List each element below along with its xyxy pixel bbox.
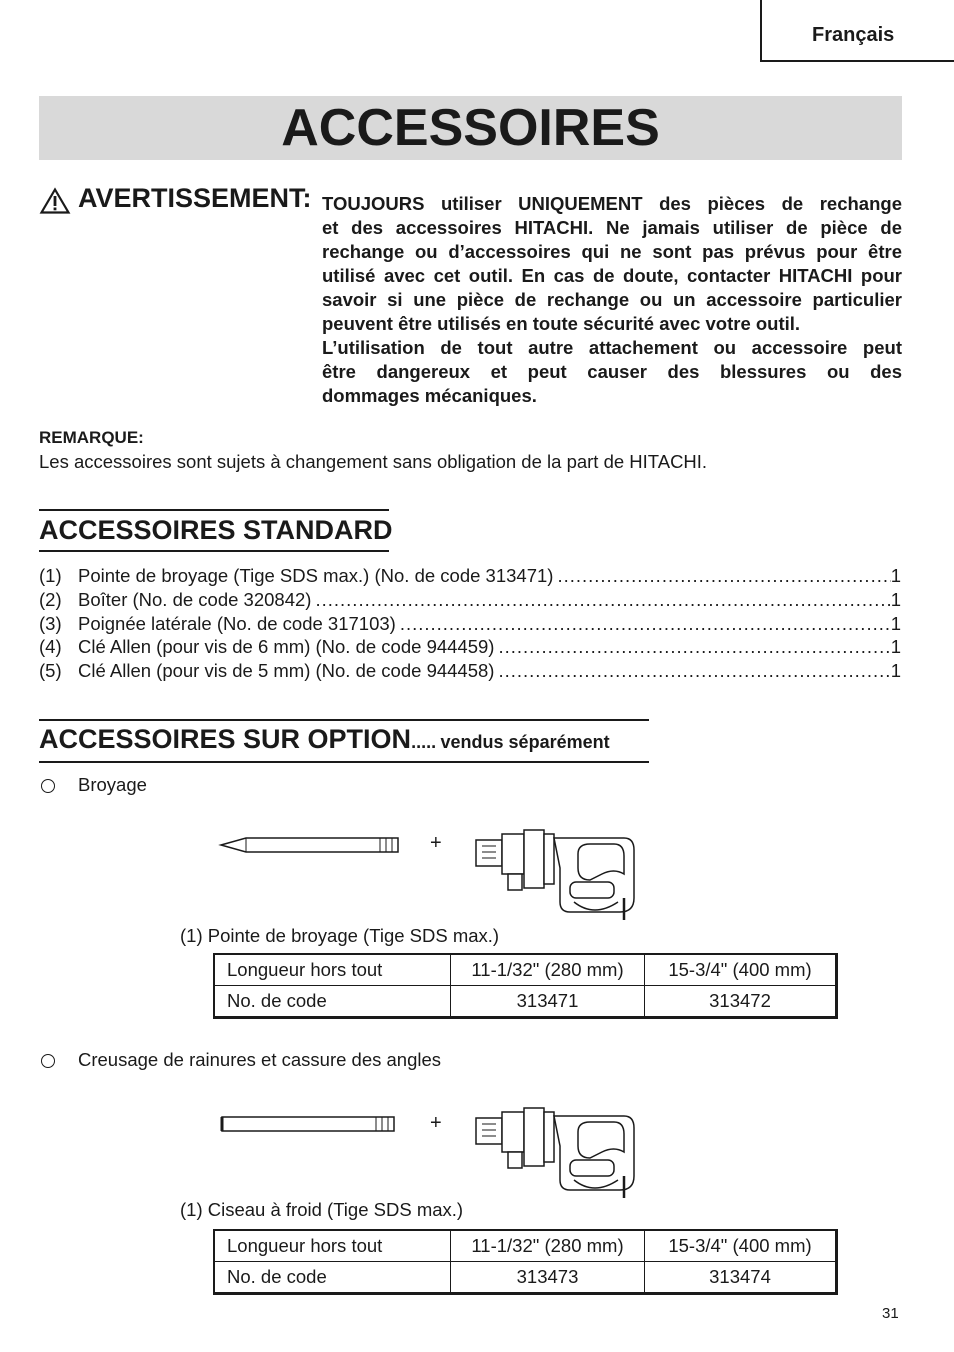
item-text: Clé Allen (pour vis de 6 mm) (No. de code 944459) (78, 636, 495, 657)
spec-table (213, 1229, 838, 1295)
section-rule (39, 509, 389, 511)
list-item (39, 612, 901, 636)
spec-table (213, 953, 838, 1019)
item-number: (1) (39, 565, 62, 586)
item-text: Clé Allen (pour vis de 5 mm) (No. de code 944458) (78, 660, 495, 681)
item-quantity: 1 (890, 565, 901, 586)
list-item (39, 659, 901, 683)
warning-icon (40, 188, 70, 214)
item-quantity: 1 (890, 613, 901, 634)
warning-line: dommages mécaniques. (322, 385, 537, 406)
item-quantity: 1 (890, 589, 901, 610)
demolition-hammer-illustration (474, 828, 638, 924)
optional-section-dots: ..... (411, 732, 437, 752)
section-rule (39, 550, 389, 552)
table-cell: 15-3/4" (400 mm) (645, 1230, 837, 1262)
warning-line: être dangereux et peut causer des blessures ou des (322, 361, 902, 382)
demolition-hammer-illustration (474, 1106, 638, 1202)
warning-line: savoir si une pièce de rechange ou un accessoire particulier (322, 289, 902, 310)
table-row (214, 1230, 837, 1262)
plus-sign: + (430, 832, 442, 854)
language-label: Français (812, 24, 895, 46)
dot-leader (494, 659, 890, 683)
optional-section-subtitle: vendus séparément (440, 732, 610, 752)
table-cell: 313474 (645, 1262, 837, 1294)
dot-leader (396, 612, 891, 636)
table-row (214, 986, 837, 1018)
item-number: (5) (39, 660, 62, 681)
figure-caption: (1) Pointe de broyage (Tige SDS max.) (180, 925, 500, 946)
page-number: 31 (882, 1305, 899, 1322)
standard-section-title: ACCESSOIRES STANDARD (39, 515, 393, 545)
figure-caption: (1) Ciseau à froid (Tige SDS max.) (180, 1199, 464, 1220)
dot-leader (553, 564, 890, 588)
item-quantity: 1 (890, 636, 901, 657)
table-cell: 313473 (451, 1262, 645, 1294)
dot-leader (311, 588, 890, 612)
list-item (39, 635, 901, 659)
bullet-label: Creusage de rainures et cassure des angles (78, 1049, 442, 1070)
warning-label: AVERTISSEMENT: (78, 183, 312, 213)
table-cell: 11-1/32" (280 mm) (451, 954, 645, 986)
warning-line: TOUJOURS utiliser UNIQUEMENT des pièces de rechange (322, 193, 902, 214)
page-title: ACCESSOIRES (281, 99, 660, 157)
bull-point-illustration (220, 835, 402, 855)
table-cell: 313471 (451, 986, 645, 1018)
optional-section-heading (39, 724, 610, 755)
item-quantity: 1 (890, 660, 901, 681)
bullet-circle (41, 1054, 55, 1068)
item-number: (4) (39, 636, 62, 657)
list-item (39, 564, 901, 588)
cold-chisel-illustration (220, 1114, 398, 1134)
bullet-label: Broyage (78, 774, 147, 795)
table-cell: 15-3/4" (400 mm) (645, 954, 837, 986)
page-title-bar (39, 96, 902, 160)
dot-leader (494, 635, 890, 659)
item-number: (2) (39, 589, 62, 610)
item-text: Pointe de broyage (Tige SDS max.) (No. de code 313471) (78, 565, 554, 586)
item-text: Poignée latérale (No. de code 317103) (78, 613, 396, 634)
plus-sign: + (430, 1112, 442, 1134)
section-rule (39, 719, 649, 721)
table-cell: Longueur hors tout (214, 1230, 451, 1262)
item-text: Boîter (No. de code 320842) (78, 589, 312, 610)
warning-line: rechange ou d’accessoires qui ne sont pas prévus pour être (322, 241, 902, 262)
warning-line: peuvent être utilisés en toute sécurité avec votre outil. (322, 313, 801, 334)
section-rule (39, 761, 649, 763)
table-cell: No. de code (214, 986, 451, 1018)
remark-text: Les accessoires sont sujets à changement sans obligation de la part de HITACHI. (39, 451, 708, 472)
warning-line: L’utilisation de tout autre attachement ou accessoire peut (322, 337, 902, 358)
optional-section-title: ACCESSOIRES SUR OPTION (39, 724, 412, 754)
bullet-circle (41, 779, 55, 793)
list-item (39, 588, 901, 612)
table-cell: 11-1/32" (280 mm) (451, 1230, 645, 1262)
item-number: (3) (39, 613, 62, 634)
table-row (214, 954, 837, 986)
table-cell: Longueur hors tout (214, 954, 451, 986)
table-cell: No. de code (214, 1262, 451, 1294)
table-cell: 313472 (645, 986, 837, 1018)
warning-line: utilisé avec cet outil. En cas de doute, contacter HITACHI pour (322, 265, 902, 286)
remark-label: REMARQUE: (39, 428, 144, 447)
warning-line: et des accessoires HITACHI. Ne jamais utiliser de pièce de (322, 217, 902, 238)
table-row (214, 1262, 837, 1294)
